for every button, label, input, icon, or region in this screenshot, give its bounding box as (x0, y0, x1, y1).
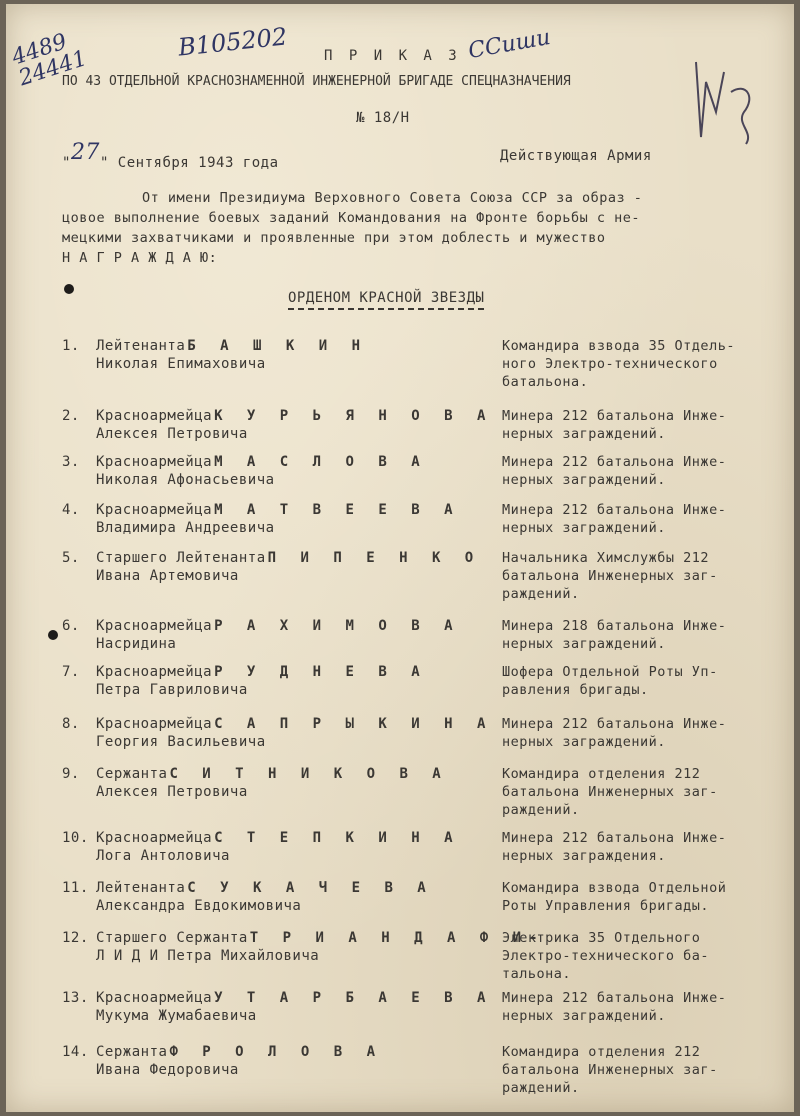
handwritten-stamp-code: В105202 (176, 22, 289, 62)
entry-position-line: батальона Инженерных заг- (502, 1062, 718, 1078)
handwritten-signature: ССиши (466, 24, 553, 65)
handwritten-date-day: 27 (70, 140, 100, 165)
entry-rank-line (62, 880, 434, 896)
entry-rank-line (62, 830, 461, 846)
entry-given-name: Владимира Андреевича (96, 520, 275, 536)
handwritten-corner-code: 4489 24441 (9, 29, 91, 92)
punch-hole-top (64, 284, 74, 294)
entry-given-name: Петра Гавриловича (96, 682, 248, 698)
entry-rank: Старшего Сержанта (96, 930, 248, 946)
entry-number: 3. (62, 454, 80, 470)
entry-rank: Красноармейца (96, 830, 213, 846)
entry-number: 2. (62, 408, 80, 424)
entry-position-line: Командира отделения 212 (502, 766, 701, 782)
entry-given-name: Мукума Жумабаевича (96, 1008, 257, 1024)
entry-position-line: нерных заграждений. (502, 426, 666, 442)
entry-given-name: Л И Д И Петра Михайловича (96, 948, 320, 964)
entry-rank: Сержанта (96, 766, 168, 782)
entry-given-name: Ивана Федоровича (96, 1062, 239, 1078)
entry-number: 5. (62, 550, 80, 566)
entry-given-name: Георгия Васильевича (96, 734, 266, 750)
entry-position-line: Минера 212 батальона Инже- (502, 830, 727, 846)
entry-given-name: Насридина (96, 636, 177, 652)
entry-rank: Лейтенанта (96, 338, 186, 354)
entry-position-line: Электрика 35 Отдельного (502, 930, 701, 946)
entry-position-line: батальона Инженерных заг- (502, 568, 718, 584)
entry-rank-line (62, 716, 493, 732)
brigade-subtitle: ПО 43 ОТДЕЛЬНОЙ КРАСНОЗНАМЕННОЙ ИНЖЕНЕРНОЙ БРИГАДЕ СПЕЦНАЗНАЧЕНИЯ (62, 74, 571, 89)
entry-number: 14. (62, 1044, 89, 1060)
entry-position-line: Командира отделения 212 (502, 1044, 701, 1060)
entry-rank-line (62, 408, 493, 424)
entry-position-line: батальона Инженерных заг- (502, 784, 718, 800)
entry-rank-line (62, 618, 461, 634)
punch-hole-bottom (48, 630, 58, 640)
entry-number: 6. (62, 618, 80, 634)
entry-surname: К У Р Ь Я Н О В А (214, 408, 494, 424)
entry-surname: Р У Д Н Е В А (214, 664, 428, 680)
entry-given-name: Александра Евдокимовича (96, 898, 302, 914)
entry-rank-line (62, 454, 428, 470)
entry-position-line: Минера 218 батальона Инже- (502, 618, 727, 634)
entry-position-line: нерных заграждений. (502, 472, 666, 488)
entry-position-line: нерных заграждений. (502, 520, 666, 536)
entry-number: 7. (62, 664, 80, 680)
entry-given-name: Николая Афонасьевича (96, 472, 275, 488)
entry-position-line: раждений. (502, 586, 580, 602)
signature-scribble (676, 52, 766, 152)
preamble-line-2: цовое выполнение боевых заданий Командования на Фронте борьбы с не- (62, 210, 641, 226)
entry-rank: Красноармейца (96, 502, 213, 518)
entry-position-line: Минера 212 батальона Инже- (502, 408, 727, 424)
entry-position-line: нерных заграждений. (502, 636, 666, 652)
entry-surname: Р А Х И М О В А (214, 618, 461, 634)
entry-position-line: Роты Управления бригады. (502, 898, 710, 914)
entry-position-line: Минера 212 батальона Инже- (502, 502, 727, 518)
entry-surname: С У К А Ч Е В А (187, 880, 434, 896)
entry-rank: Сержанта (96, 1044, 168, 1060)
date-quote: " (62, 155, 71, 171)
entry-rank: Красноармейца (96, 408, 213, 424)
entry-position-line: раждений. (502, 1080, 580, 1096)
entry-number: 11. (62, 880, 89, 896)
entry-rank-line (62, 1044, 383, 1060)
entry-rank: Красноармейца (96, 664, 213, 680)
entry-position-line: Начальника Химслужбы 212 (502, 550, 710, 566)
entry-rank-line (62, 930, 546, 946)
entry-position-line: Минера 212 батальона Инже- (502, 990, 727, 1006)
entry-given-name: Николая Епимаховича (96, 356, 266, 372)
entry-rank-line (62, 550, 481, 566)
entry-position-line: Командира взвода 35 Отдель- (502, 338, 735, 354)
entry-number: 9. (62, 766, 80, 782)
entry-number: 8. (62, 716, 80, 732)
preamble-line-1: От имени Президиума Верховного Совета Союза ССР за образ - (142, 190, 643, 206)
order-title: П Р И К А З (324, 48, 461, 64)
entry-surname: П И П Е Н К О (267, 550, 482, 566)
entry-position-line: нерных заграждений. (502, 1008, 666, 1024)
entry-position-line: раждений. (502, 802, 580, 818)
entry-position-line: нерных заграждений. (502, 734, 666, 750)
entry-number: 1. (62, 338, 80, 354)
entry-position-line: ного Электро-технического (502, 356, 718, 372)
entry-surname: Ф Р О Л О В А (169, 1044, 384, 1060)
entry-given-name: Алексея Петровича (96, 784, 248, 800)
entry-surname: М А С Л О В А (214, 454, 428, 470)
entry-number: 13. (62, 990, 89, 1006)
entry-position-line: Электро-технического ба- (502, 948, 710, 964)
entry-rank: Лейтенанта (96, 880, 186, 896)
entry-surname: С А П Р Ы К И Н А (214, 716, 494, 732)
entry-position-line: батальона. (502, 374, 589, 390)
entry-rank: Старшего Лейтенанта (96, 550, 266, 566)
entry-rank-line (62, 766, 449, 782)
entry-position-line: Шофера Отдельной Роты Уп- (502, 664, 718, 680)
entry-rank: Красноармейца (96, 454, 213, 470)
order-number: № 18/Н (356, 110, 410, 126)
entry-position-line: Командира взвода Отдельной (502, 880, 727, 896)
entry-given-name: Ивана Артемовича (96, 568, 239, 584)
entry-surname: Б А Ш К И Н (187, 338, 369, 354)
order-heading: ОРДЕНОМ КРАСНОЙ ЗВЕЗДЫ (288, 290, 484, 310)
entry-rank-line (62, 502, 461, 518)
entry-given-name: Алексея Петровича (96, 426, 248, 442)
entry-number: 12. (62, 930, 89, 946)
entry-rank-line (62, 990, 493, 1006)
entry-position-line: Минера 212 батальона Инже- (502, 454, 727, 470)
entry-given-name: Лога Антоловича (96, 848, 230, 864)
entry-surname: У Т А Р Б А Е В А (214, 990, 494, 1006)
entry-position-line: нерных заграждения. (502, 848, 666, 864)
entry-position-line: равления бригады. (502, 682, 649, 698)
document-page (6, 4, 794, 1112)
entry-number: 10. (62, 830, 89, 846)
entry-position-line: тальона. (502, 966, 572, 982)
entry-rank: Красноармейца (96, 618, 213, 634)
entry-surname: С Т Е П К И Н А (214, 830, 461, 846)
order-date (62, 140, 279, 173)
entry-rank-line (62, 338, 368, 354)
entry-position-line: Минера 212 батальона Инже- (502, 716, 727, 732)
preamble-line-3: мецкими захватчиками и проявленные при этом доблесть и мужество (62, 230, 606, 246)
entry-surname: С И Т Н И К О В А (169, 766, 449, 782)
entry-rank-line (62, 664, 428, 680)
preamble-line-4: Н А Г Р А Ж Д А Ю: (62, 250, 218, 266)
entry-surname: М А Т В Е Е В А (214, 502, 461, 518)
location-label: Действующая Армия (500, 148, 652, 164)
entry-rank: Красноармейца (96, 716, 213, 732)
entry-rank: Красноармейца (96, 990, 213, 1006)
entry-surname: Т Р И А Н Д А Ф И- (249, 930, 546, 946)
entry-number: 4. (62, 502, 80, 518)
date-text: " Сентября 1943 года (99, 155, 279, 171)
